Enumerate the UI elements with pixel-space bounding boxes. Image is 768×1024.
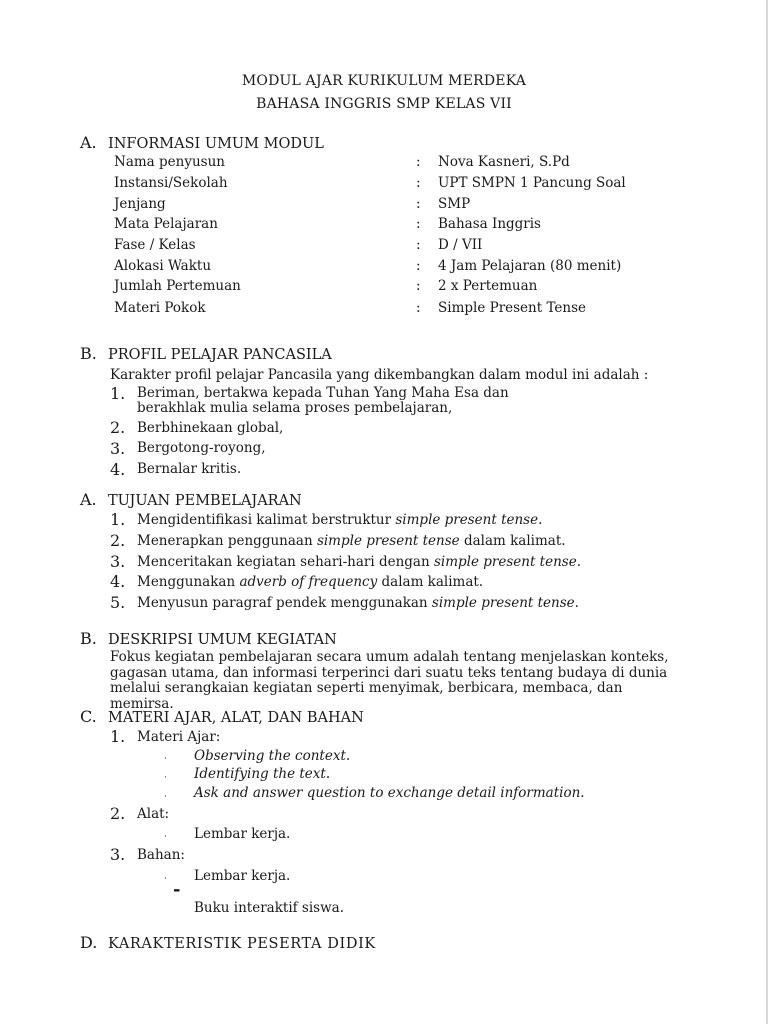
tujuan-text: Menceritakan kegiatan sehari-hari dengan [137, 554, 434, 570]
section-letter: C. [80, 707, 97, 726]
materi-bullet: Lembar kerja. [194, 868, 291, 884]
section-letter: D. [80, 933, 98, 952]
list-number: 4. [110, 460, 126, 479]
tujuan-emphasis: simple present tense. [431, 595, 579, 611]
bullet-dot: · [164, 832, 167, 842]
profil-intro: Karakter profil pelajar Pancasila yang dikembangkan dalam modul ini adalah : [110, 367, 649, 383]
tujuan-item [137, 535, 566, 549]
info-label: Mata Pelajaran [114, 216, 218, 232]
section-informasi-heading [80, 135, 324, 152]
info-label: Instansi/Sekolah [114, 175, 228, 191]
info-colon: : [416, 175, 421, 191]
tujuan-item [137, 514, 542, 528]
tujuan-text-after: dalam kalimat. [459, 533, 566, 549]
doc-title-line2: BAHASA INGGRIS SMP KELAS VII [256, 96, 512, 112]
info-colon: : [416, 216, 421, 232]
list-number: 2. [110, 804, 126, 823]
list-number: 4. [110, 572, 126, 591]
section-deskripsi-heading [80, 631, 337, 648]
info-colon: : [416, 196, 421, 212]
list-number: 2. [110, 531, 126, 550]
materi-group-label: Alat: [137, 806, 170, 822]
materi-group-label: Bahan: [137, 847, 185, 863]
info-label: Alokasi Waktu [114, 258, 212, 274]
info-label: Fase / Kelas [114, 237, 196, 253]
tujuan-emphasis: simple present tense [316, 533, 460, 549]
section-tujuan-heading [80, 492, 302, 509]
bullet-dot: · [164, 874, 167, 884]
tujuan-text-after: dalam kalimat. [377, 574, 484, 590]
list-number: 3. [110, 552, 126, 571]
info-value: D / VII [438, 237, 483, 253]
tujuan-emphasis: simple present tense. [395, 512, 543, 528]
deskripsi-paragraph: Fokus kegiatan pembelajaran secara umum adalah tentang menjelaskan konteks, gagasan utama, dan informasi terperinci dari suatu teks tentang budaya di dunia melalui serangkaian kegiatan seperti menyimak, berbicara, membaca, dan memirsa. [110, 649, 669, 712]
info-value: Simple Present Tense [438, 300, 587, 316]
materi-bullet: Buku interaktif siswa. [194, 900, 344, 916]
section-letter: A. [80, 133, 97, 152]
tujuan-text: Menyusun paragraf pendek menggunakan [137, 595, 432, 611]
tujuan-item [137, 597, 579, 611]
info-value: SMP [438, 196, 471, 212]
bullet-dot: · [164, 754, 167, 764]
materi-group-label: Materi Ajar: [137, 729, 221, 745]
info-colon: : [416, 154, 421, 170]
info-colon: : [416, 237, 421, 253]
tujuan-emphasis: adverb of frequency [239, 574, 378, 590]
tujuan-text: Menerapkan penggunaan [137, 533, 317, 549]
section-karakteristik-heading [80, 935, 376, 952]
tujuan-emphasis: simple present tense. [433, 554, 581, 570]
section-title: MATERI AJAR, ALAT, DAN BAHAN [108, 710, 364, 726]
section-title: INFORMASI UMUM MODUL [108, 136, 324, 152]
section-title: KARAKTERISTIK PESERTA DIDIK [108, 936, 376, 952]
info-value: UPT SMPN 1 Pancung Soal [438, 175, 626, 191]
section-title: PROFIL PELAJAR PANCASILA [108, 347, 332, 363]
info-value: 4 Jam Pelajaran (80 menit) [438, 258, 622, 274]
profil-item: Bernalar kritis. [137, 461, 242, 477]
info-colon: : [416, 278, 421, 294]
profil-item: Beriman, bertakwa kepada Tuhan Yang Maha Esa dan [137, 385, 509, 401]
section-title: TUJUAN PEMBELAJARAN [108, 493, 302, 509]
tujuan-item [137, 556, 581, 570]
list-number: 1. [110, 727, 126, 746]
list-number: 2. [110, 418, 126, 437]
bullet-dash: - [173, 879, 181, 900]
profil-item: Berbhinekaan global, [137, 420, 284, 436]
bullet-dot: · [164, 773, 167, 783]
section-materi-heading [80, 709, 364, 726]
info-value: Nova Kasneri, S.Pd [438, 154, 570, 170]
info-label: Jenjang [114, 196, 166, 212]
info-label: Materi Pokok [114, 300, 206, 316]
bullet-dot: · [164, 792, 167, 802]
profil-item-continuation: berakhlak mulia selama proses pembelajaran, [137, 400, 453, 416]
materi-bullet: Observing the context. [194, 748, 351, 764]
info-label: Jumlah Pertemuan [114, 278, 241, 294]
info-colon: : [416, 300, 421, 316]
info-value: 2 x Pertemuan [438, 278, 538, 294]
info-value: Bahasa Inggris [438, 216, 541, 232]
materi-bullet: Ask and answer question to exchange detail information. [194, 785, 585, 801]
doc-title-line1: MODUL AJAR KURIKULUM MERDEKA [241, 73, 527, 89]
list-number: 1. [110, 510, 126, 529]
section-letter: B. [80, 344, 97, 363]
section-profil-heading [80, 346, 332, 363]
section-title: DESKRIPSI UMUM KEGIATAN [108, 632, 337, 648]
materi-bullet: Identifying the text. [194, 766, 331, 782]
section-letter: A. [80, 490, 97, 509]
list-number: 3. [110, 439, 126, 458]
materi-bullet: Lembar kerja. [194, 826, 291, 842]
list-number: 3. [110, 845, 126, 864]
info-label: Nama penyusun [114, 154, 225, 170]
profil-item: Bergotong-royong, [137, 440, 266, 456]
info-colon: : [416, 258, 421, 274]
list-number: 5. [110, 593, 126, 612]
list-number: 1. [110, 384, 126, 403]
section-letter: B. [80, 629, 97, 648]
tujuan-item [137, 576, 483, 590]
tujuan-text: Menggunakan [137, 574, 240, 590]
tujuan-text: Mengidentifikasi kalimat berstruktur [137, 512, 396, 528]
